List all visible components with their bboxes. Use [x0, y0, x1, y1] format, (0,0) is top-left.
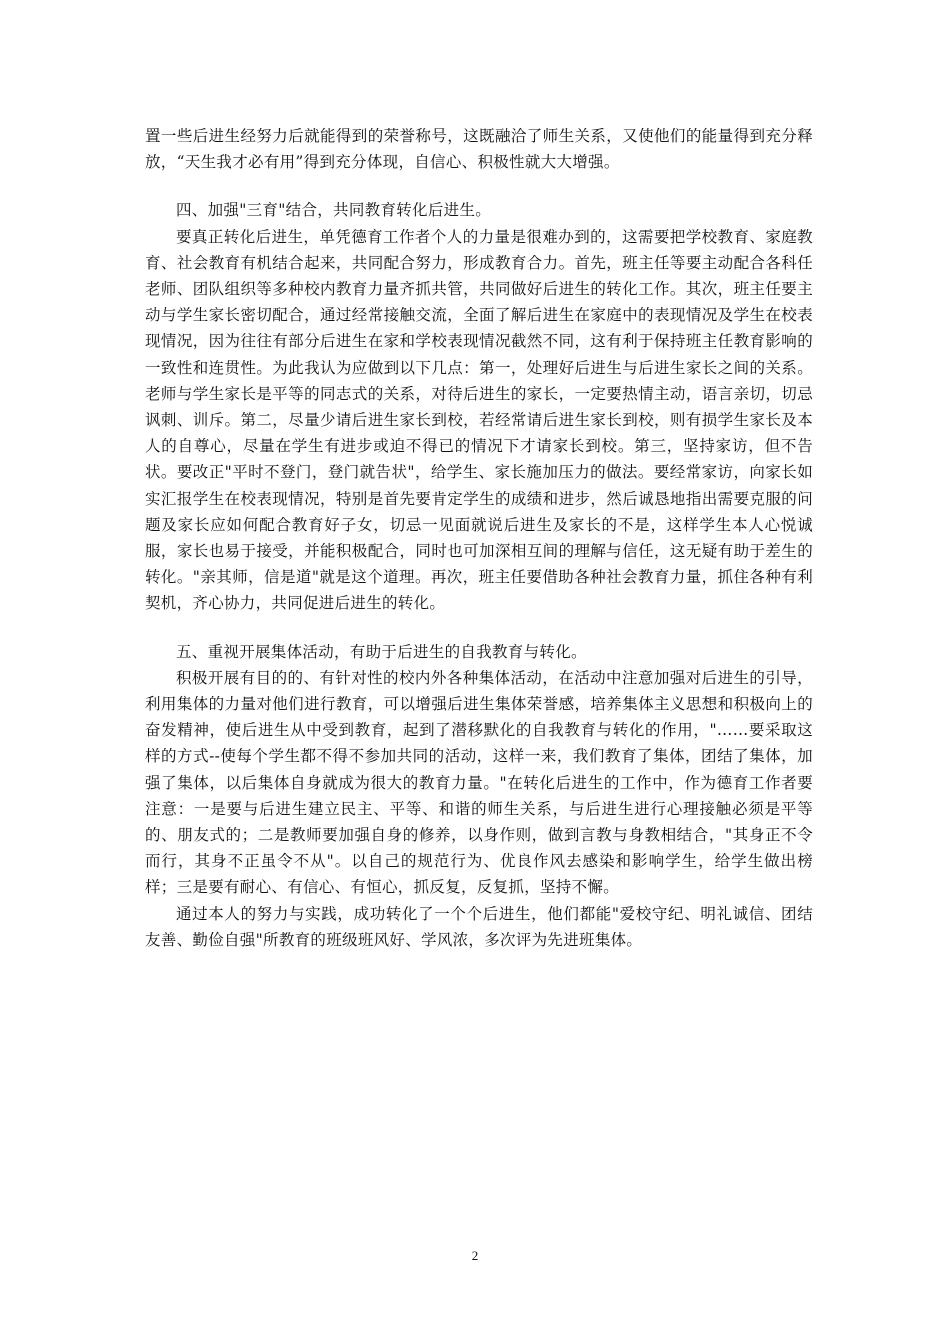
page-number: 2 — [471, 1248, 479, 1263]
section-heading-four: 四、加强"三育"结合，共同教育转化后进生。 — [176, 201, 492, 220]
paragraph-continuation: 置一些后进生经努力后就能得到的荣誉称号，这既融洽了师生关系，又使他们的能量得到充分释放，“天生我才必有用”得到充分体现，自信心、积极性就大大增强。 — [145, 127, 813, 172]
paragraph-conclusion: 通过本人的努力与实践，成功转化了一个个后进生，他们都能"爱校守纪、明礼诚信、团结友善、勤俭自强"所教育的班级班风好、学风浓，多次评为先进班集体。 — [145, 904, 813, 949]
paragraph-section-four: 要真正转化后进生，单凭德育工作者个人的力量是很难办到的，这需要把学校教育、家庭教育、社会教育有机结合起来，共同配合努力，形成教育合力。首先，班主任等要主动配合各科任老师、团队组织等多种校内教育力量齐抓共管，共同做好后进生的转化工作。其次，班主任要主动与学生家长密切配合，通过经常接触交流，全面了解后进生在家庭中的表现情况及学生在校表现情况，因为往往有部分后进生在家和学校表现情况截然不同，这有利于保持班主任教育影响的一致性和连贯性。为此我认为应做到以下几点：第一，处理好后进生与后进生家长之间的关系。老师与学生家长是平等的同志式的关系，对待后进生的家长，一定要热情主动，语言亲切，切忌讽刺、训斥。第二，尽量少请后进生家长到校，若经常请后进生家长到校，则有损学生家长及本人的自尊心，尽量在学生有进步或迫不得已的情况下才请家长到校。第三，坚持家访，但不告状。要改正"平时不登门，登门就告状"，给学生、家长施加压力的做法。要经常家访，向家长如实汇报学生在校表现情况，特别是首先要肯定学生的成绩和进步，然后诚恳地指出需要克服的问题及家长应如何配合教育好子女，切忌一见面就说后进生及家长的不是，这样学生本人心悦诚服，家长也易于接受，并能积极配合，同时也可加深相互间的理解与信任，这无疑有助于差生的转化。"亲其师，信是道"就是这个道理。再次，班主任要借助各种社会教育力量，抓住各种有利契机，齐心协力，共同促进后进生的转化。 — [145, 227, 813, 613]
document-body — [145, 123, 813, 953]
section-heading-five: 五、重视开展集体活动，有助于后进生的自我教育与转化。 — [176, 642, 587, 661]
paragraph-section-five: 积极开展有目的的、有针对性的校内外各种集体活动，在活动中注意加强对后进生的引导，利用集体的力量对他们进行教育，可以增强后进生集体荣誉感，培养集体主义思想和积极向上的奋发精神，使后进生从中受到教育，起到了潜移默化的自我教育与转化的作用，"……要采取这样的方式--使每个学生都不得不参加共同的活动，这样一来，我们教育了集体，团结了集体，加强了集体，以后集体自身就成为很大的教育力量。"在转化后进生的工作中，作为德育工作者要注意：一是要与后进生建立民主、平等、和谐的师生关系，与后进生进行心理接触必须是平等的、朋友式的；二是教师要加强自身的修养，以身作则，做到言教与身教相结合，"其身正不令而行，其身不正虽令不从"。以自己的规范行为、优良作风去感染和影响学生，给学生做出榜样；三是要有耐心、有信心、有恒心，抓反复，反复抓，坚持不懈。 — [145, 668, 813, 897]
